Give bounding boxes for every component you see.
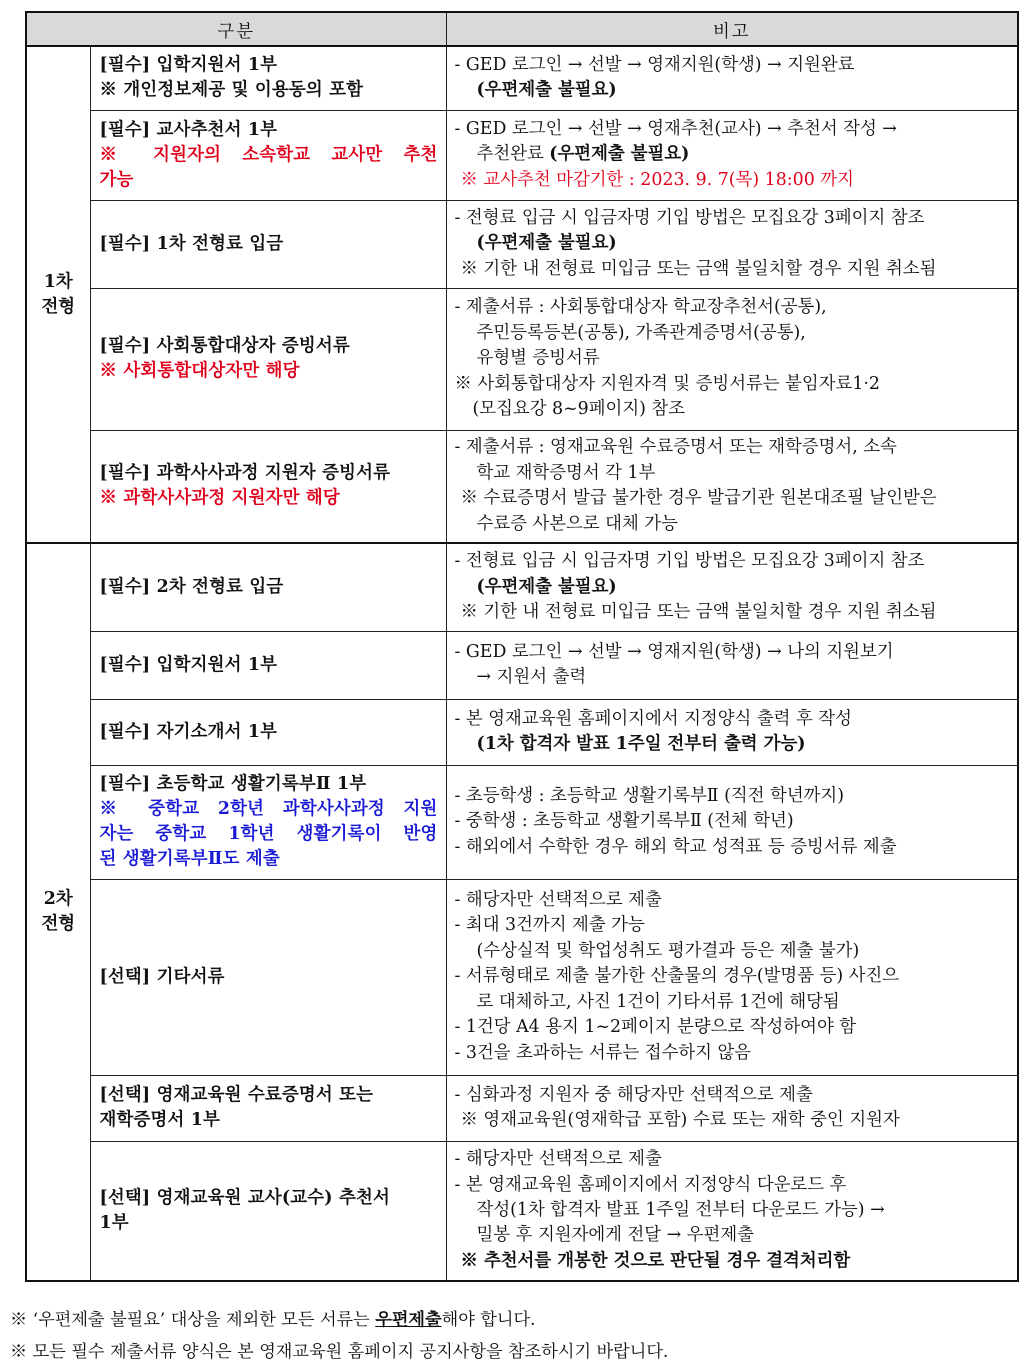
note-cell: - 전형료 입금 시 입금자명 기입 방법은 모집요강 3페이지 참조 (우편제출 불필요) ※ 기한 내 전형료 미입금 또는 금액 불일치할 경우 지원 취소됨: [446, 543, 1018, 631]
item-cell: [필수] 입학지원서 1부: [90, 631, 446, 699]
note-cell: - 본 영재교육원 홈페이지에서 지정양식 출력 후 작성 (1차 합격자 발표 1주일 전부터 출력 가능): [446, 699, 1018, 765]
table-row: [26, 1141, 1018, 1281]
table-row: [26, 765, 1018, 879]
table-row: [26, 46, 1018, 110]
table-row: [26, 430, 1018, 543]
note-cell: - 전형료 입금 시 입금자명 기입 방법은 모집요강 3페이지 참조 (우편제출 불필요) ※ 기한 내 전형료 미입금 또는 금액 불일치할 경우 지원 취소됨: [446, 200, 1018, 288]
footer-emphasis: 우편제출: [375, 1310, 442, 1330]
note-cell: - 제출서류 : 사회통합대상자 학교장추천서(공통), 주민등록등본(공통), 가족관계증명서(공통), 유형별 증빙서류 ※ 사회통합대상자 지원자격 및 증빙서류는 붙임자료1·2 (모집요강 8~9페이지) 참조: [446, 288, 1018, 430]
item-cell: [필수] 자기소개서 1부: [90, 699, 446, 765]
note-cell: - 해당자만 선택적으로 제출 - 본 영재교육원 홈페이지에서 지정양식 다운로드 후 작성(1차 합격자 발표 1주일 전부터 다운로드 가능) → 밀봉 후 지원자에게 전달 → 우편제출 ※ 추천서를 개봉한 것으로 판단될 경우 결격처리함: [446, 1141, 1018, 1281]
item-cell: [필수] 사회통합대상자 증빙서류 ※ 사회통합대상자만 해당: [90, 288, 446, 430]
stage-2-label: 2차 전형: [26, 543, 90, 1281]
note-cell: - 심화과정 지원자 중 해당자만 선택적으로 제출 ※ 영재교육원(영재학급 포함) 수료 또는 재학 중인 지원자: [446, 1075, 1018, 1141]
header-category: 구분: [26, 12, 446, 46]
item-cell: [필수] 과학사사과정 지원자 증빙서류 ※ 과학사사과정 지원자만 해당: [90, 430, 446, 543]
table-row: [26, 543, 1018, 631]
table-row: [26, 699, 1018, 765]
item-cell: [필수] 교사추천서 1부 ※ 지원자의 소속학교 교사만 추천 가능: [90, 110, 446, 200]
item-cell: [필수] 1차 전형료 입금: [90, 200, 446, 288]
table-header-row: [26, 12, 1018, 46]
item-cell: [선택] 영재교육원 수료증명서 또는 재학증명서 1부: [90, 1075, 446, 1141]
note-cell: - 제출서류 : 영재교육원 수료증명서 또는 재학증명서, 소속 학교 재학증명서 각 1부 ※ 수료증명서 발급 불가한 경우 발급기관 원본대조필 날인받은 수료증 사본으로 대체 가능: [446, 430, 1018, 543]
table-row: [26, 110, 1018, 200]
item-cell: [선택] 기타서류: [90, 879, 446, 1075]
footer-note-1: ※ ‘우편제출 불필요’ 대상을 제외한 모든 서류는 우편제출해야 합니다.: [10, 1310, 536, 1330]
item-cell: [필수] 입학지원서 1부 ※ 개인정보제공 및 이용동의 포함: [90, 46, 446, 110]
note-cell: - GED 로그인 → 선발 → 영재지원(학생) → 나의 지원보기 → 지원서 출력: [446, 631, 1018, 699]
table-row: [26, 200, 1018, 288]
stage-1-label: 1차 전형: [26, 46, 90, 543]
note-cell: - GED 로그인 → 선발 → 영재추천(교사) → 추천서 작성 → 추천완료 (우편제출 불필요) ※ 교사추천 마감기한 : 2023. 9. 7(목) 18:00 까지: [446, 110, 1018, 200]
item-cell: [필수] 2차 전형료 입금: [90, 543, 446, 631]
table-row: [26, 288, 1018, 430]
note-cell: - GED 로그인 → 선발 → 영재지원(학생) → 지원완료 (우편제출 불필요): [446, 46, 1018, 110]
table-row: [26, 1075, 1018, 1141]
note-cell: - 해당자만 선택적으로 제출 - 최대 3건까지 제출 가능 (수상실적 및 학업성취도 평가결과 등은 제출 불가) - 서류형태로 제출 불가한 산출물의 경우(발명품 등) 사진으 로 대체하고, 사진 1건이 기타서류 1건에 해당됨 - 1건당 A4 용지 1~2페이지 분량으로 작성하여야 함 - 3건을 초과하는 서류는 접수하지 않음: [446, 879, 1018, 1075]
requirements-table: [25, 11, 1019, 1282]
table-row: [26, 879, 1018, 1075]
note-cell: - 초등학생 : 초등학교 생활기록부Ⅱ (직전 학년까지) - 중학생 : 초등학교 생활기록부Ⅱ (전체 학년) - 해외에서 수학한 경우 해외 학교 성적표 등 증빙서류 제출: [446, 765, 1018, 879]
item-cell: [필수] 초등학교 생활기록부Ⅱ 1부 ※ 중학교 2학년 과학사사과정 지원 자는 중학교 1학년 생활기록이 반영 된 생활기록부Ⅱ도 제출: [90, 765, 446, 879]
header-remarks: 비고: [446, 12, 1018, 46]
table-row: [26, 631, 1018, 699]
footer-note-2: ※ 모든 필수 제출서류 양식은 본 영재교육원 홈페이지 공지사항을 참조하시기 바랍니다.: [10, 1342, 669, 1362]
item-cell: [선택] 영재교육원 교사(교수) 추천서 1부: [90, 1141, 446, 1281]
